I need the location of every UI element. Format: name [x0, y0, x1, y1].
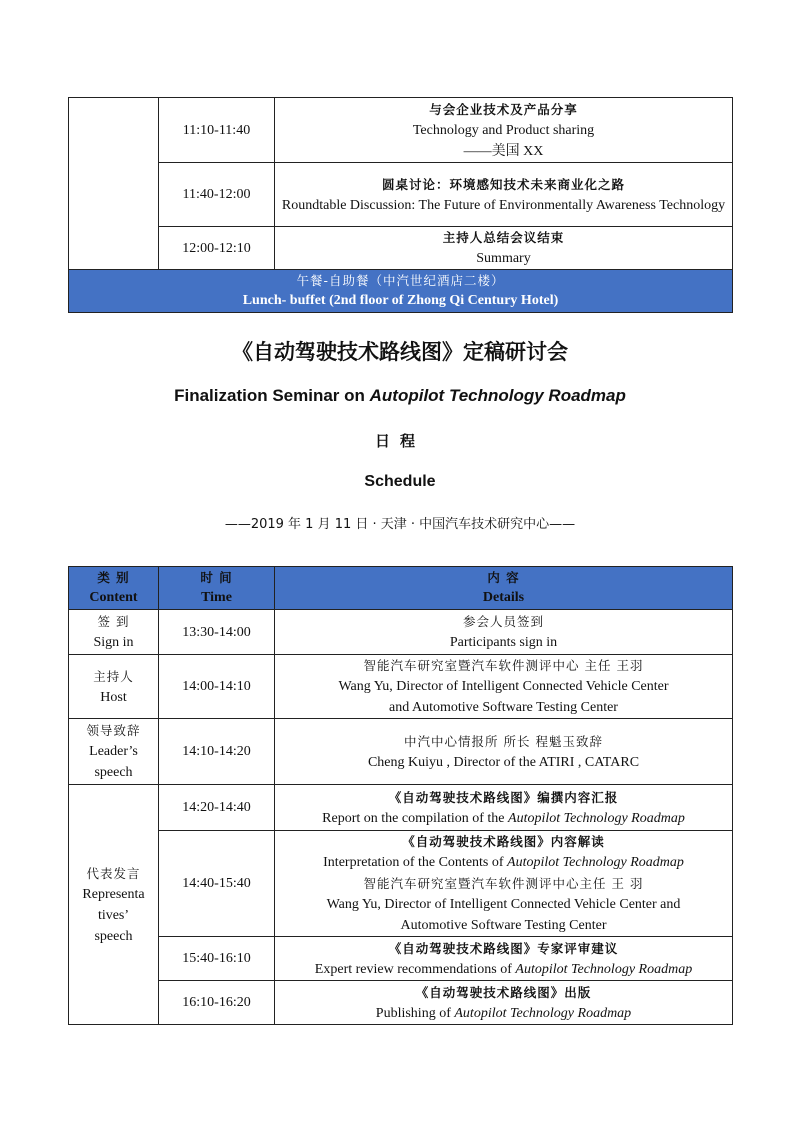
details-en: Summary	[476, 251, 531, 266]
details-en-3: Automotive Software Testing Center	[400, 918, 607, 933]
details-zh: 主持人总结会议结束	[442, 230, 565, 245]
details-en-italic: Autopilot Technology Roadmap	[515, 961, 693, 977]
lunch-en: Lunch- buffet (2nd floor of Zhong Qi Century Hotel)	[242, 293, 559, 308]
details-cell	[275, 610, 733, 655]
lunch-zh: 午餐-自助餐（中汽世纪酒店二楼）	[296, 273, 505, 288]
details-en: Wang Yu, Director of Intelligent Connected Vehicle Center	[338, 679, 669, 694]
schedule-heading-zh: 日程	[374, 432, 425, 450]
category-zh: 代表发言	[86, 865, 141, 881]
time-cell: 11:10-11:40	[159, 98, 275, 163]
table-row	[69, 227, 733, 270]
table-row	[69, 655, 733, 719]
category-cell	[69, 719, 159, 785]
header-content-en: Content	[89, 590, 138, 605]
details-zh: 圆桌讨论：环境感知技术未来商业化之路	[381, 176, 625, 192]
seminar-title-en	[0, 386, 800, 406]
category-en-2: tives’	[97, 907, 130, 923]
category-en-2: speech	[94, 765, 133, 780]
time-cell: 12:00-12:10	[159, 227, 275, 270]
details-en	[277, 852, 730, 873]
details-en-prefix: Report on the compilation of the	[322, 810, 509, 826]
details-zh: 与会企业技术及产品分享	[429, 101, 578, 117]
details-cell	[275, 655, 733, 719]
header-details-zh: 内 容	[487, 570, 520, 585]
continued-agenda-table	[68, 97, 733, 313]
category-cell	[69, 785, 159, 1025]
details-zh-2: 智能汽车研究室暨汽车软件测评中心主任 王 羽	[363, 876, 644, 891]
details-en-2: Wang Yu, Director of Intelligent Connected Vehicle Center and	[326, 897, 681, 912]
details-en-italic: Autopilot Technology Roadmap	[507, 855, 684, 870]
time-cell: 14:00-14:10	[159, 655, 275, 719]
details-en-italic: Autopilot Technology Roadmap	[508, 810, 685, 826]
category-cell-empty	[69, 98, 159, 270]
date-location-line: ——2019 年 1 月 11 日 · 天津 · 中国汽车技术研究中心——	[224, 517, 576, 532]
seminar-title-en-prefix: Finalization Seminar on	[174, 386, 370, 405]
details-cell	[275, 937, 733, 981]
table-row	[69, 719, 733, 785]
details-en: Participants sign in	[449, 635, 558, 650]
header-content	[69, 567, 159, 610]
category-en: Representa	[82, 886, 145, 902]
header-time-zh: 时 间	[200, 570, 233, 585]
time-cell: 14:10-14:20	[159, 719, 275, 785]
details-zh: 《自动驾驶技术路线图》内容解读	[402, 834, 605, 849]
details-en-italic: Autopilot Technology Roadmap	[454, 1005, 632, 1021]
lunch-cell	[69, 270, 733, 313]
table-row	[69, 937, 733, 981]
details-en-prefix: Expert review recommendations of	[314, 961, 516, 977]
category-zh: 领导致辞	[86, 723, 141, 738]
table-row	[69, 163, 733, 227]
header-content-zh: 类 别	[97, 570, 130, 585]
details-en	[277, 808, 730, 829]
header-details-en: Details	[482, 590, 525, 605]
details-en: Cheng Kuiyu , Director of the ATIRI , CATARC	[367, 754, 640, 770]
lunch-row	[69, 270, 733, 313]
details-en: Roundtable Discussion: The Future of Environmentally Awareness Technology	[281, 197, 726, 213]
details-en-prefix: Publishing of	[375, 1005, 455, 1021]
header-time	[159, 567, 275, 610]
category-zh: 签 到	[97, 614, 130, 629]
details-zh: 《自动驾驶技术路线图》专家评审建议	[388, 940, 619, 956]
details-cell	[275, 719, 733, 785]
schedule-table	[68, 566, 733, 1025]
time-cell: 14:20-14:40	[159, 785, 275, 831]
details-zh: 《自动驾驶技术路线图》出版	[415, 984, 592, 1000]
details-zh: 智能汽车研究室暨汽车软件测评中心 主任 王羽	[363, 658, 644, 673]
details-cell	[275, 227, 733, 270]
table-row	[69, 98, 733, 163]
details-en	[277, 959, 730, 980]
table-row	[69, 610, 733, 655]
time-cell: 14:40-15:40	[159, 831, 275, 937]
details-cell	[275, 831, 733, 937]
details-zh: 中汽中心情报所 所长 程魁玉致辞	[404, 733, 603, 749]
details-cell	[275, 163, 733, 227]
table-row	[69, 981, 733, 1025]
seminar-title-zh: 《自动驾驶技术路线图》定稿研讨会	[232, 340, 568, 364]
table-header-row	[69, 567, 733, 610]
details-zh: 《自动驾驶技术路线图》编撰内容汇报	[388, 789, 619, 805]
time-cell: 16:10-16:20	[159, 981, 275, 1025]
header-details	[275, 567, 733, 610]
category-cell	[69, 610, 159, 655]
table-row	[69, 785, 733, 831]
details-cell	[275, 981, 733, 1025]
details-extra: ——美国 XX	[463, 143, 544, 159]
time-cell: 11:40-12:00	[159, 163, 275, 227]
time-cell: 15:40-16:10	[159, 937, 275, 981]
details-en-2: and Automotive Software Testing Center	[389, 700, 618, 715]
details-cell	[275, 785, 733, 831]
table-row	[69, 831, 733, 937]
category-en-3: speech	[94, 928, 133, 944]
category-en: Leader’s	[89, 744, 138, 759]
seminar-title-en-italic: Autopilot Technology Roadmap	[369, 386, 626, 405]
details-cell	[275, 98, 733, 163]
category-en: Host	[100, 689, 127, 705]
details-en: Technology and Product sharing	[412, 122, 595, 138]
details-en-prefix: Interpretation of the Contents of	[323, 855, 508, 870]
category-zh: 主持人	[93, 668, 134, 684]
time-cell: 13:30-14:00	[159, 610, 275, 655]
details-en	[277, 1003, 730, 1024]
schedule-heading-en: Schedule	[364, 473, 436, 490]
details-zh: 参会人员签到	[462, 614, 544, 629]
category-en: Sign in	[93, 635, 134, 650]
category-cell	[69, 655, 159, 719]
header-time-en: Time	[201, 590, 232, 605]
